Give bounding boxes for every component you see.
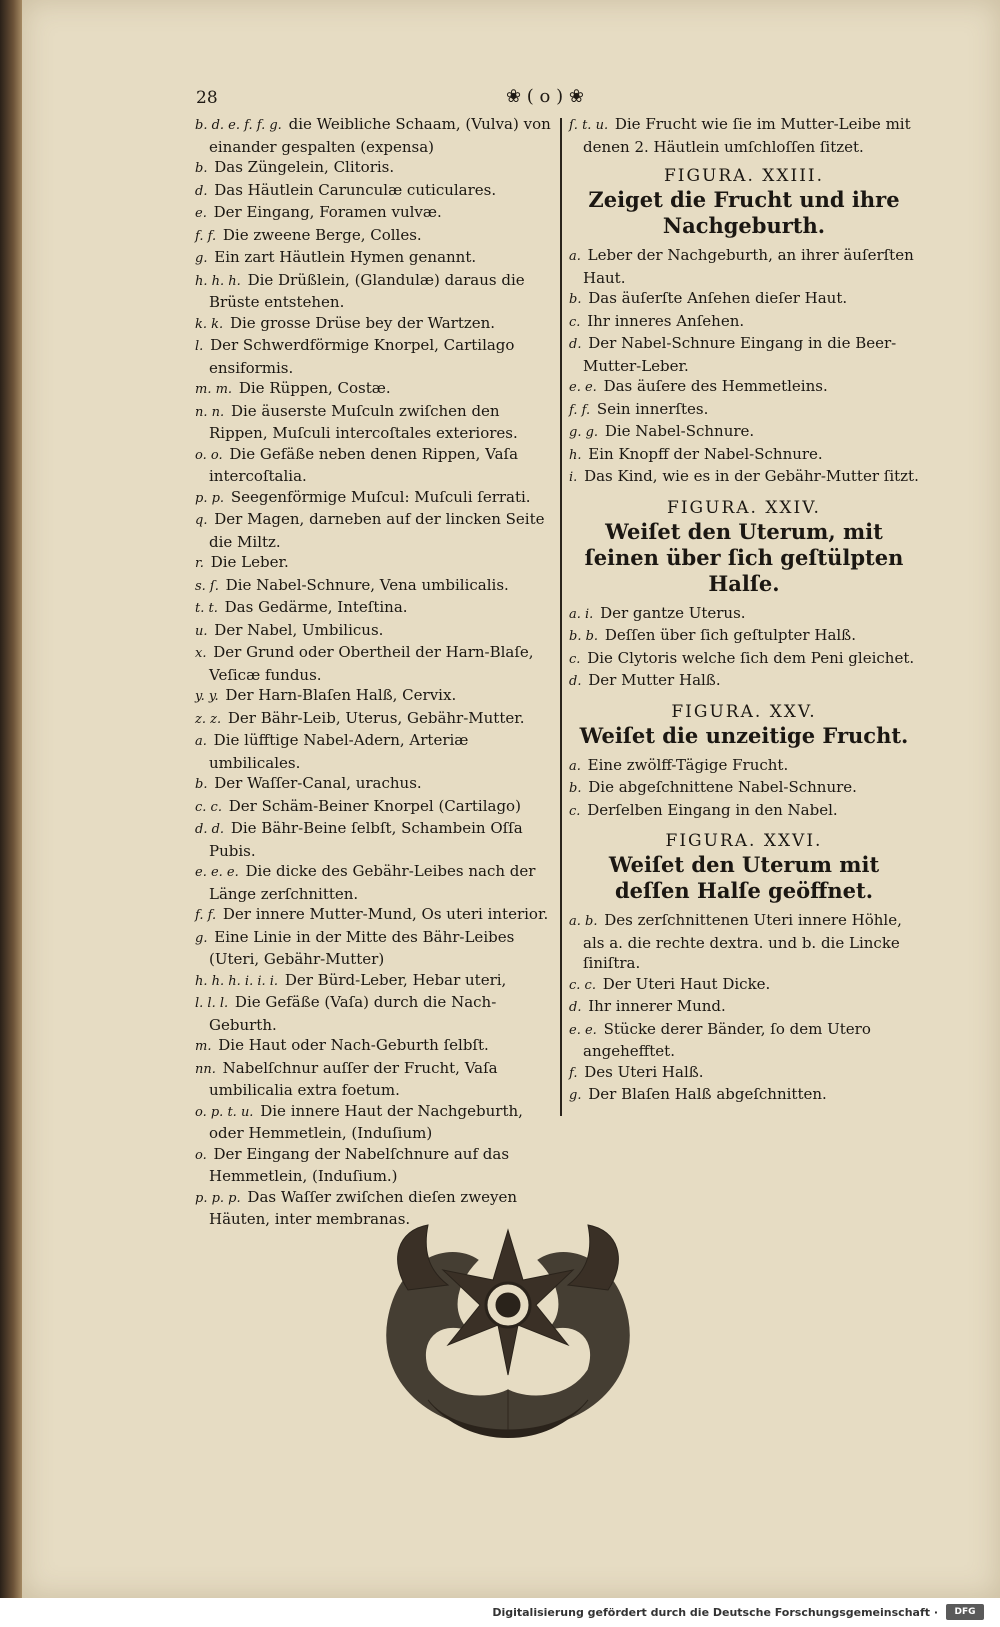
figure-title: FIGURA. XXIII. <box>663 166 825 186</box>
legend-entry <box>569 974 919 997</box>
legend-key: k. k. <box>195 316 224 332</box>
legend-key: m. m. <box>195 382 233 397</box>
legend-text: Der Uteri Haut Dicke. <box>602 974 771 993</box>
legend-text: Die Nabel-Schnure, Vena umbilicalis. <box>225 575 509 594</box>
legend-key: r. <box>195 556 204 571</box>
legend-entry <box>195 708 555 731</box>
legend-entry <box>569 800 919 823</box>
legend-entry <box>195 335 555 378</box>
legend-text: Ihr inneres Anſehen. <box>587 311 745 330</box>
legend-key: o. p. t. u. <box>195 1104 254 1120</box>
legend-text: Der Blaſen Halß abgeſchnitten. <box>588 1085 827 1103</box>
legend-entry <box>195 773 555 796</box>
legend-key: d. <box>569 674 582 689</box>
legend-text: Ein zart Häutlein Hymen genannt. <box>214 248 477 266</box>
legend-key: h. h. h. <box>195 273 241 289</box>
legend-key: b. <box>195 777 208 792</box>
legend-text: Die innere Haut der Nachgeburth, oder Hemmetlein, (Induſium) <box>209 1101 523 1142</box>
legend-key: l. <box>195 339 204 354</box>
legend-text: Stücke derer Bänder, ſo dem Utero angehefftet. <box>583 1019 871 1060</box>
legend-text: Das äuſerſte Anſehen dieſer Haut. <box>588 289 848 307</box>
legend-entry <box>569 376 919 399</box>
legend-key: h. <box>569 447 582 463</box>
legend-key: c. c. <box>569 977 596 993</box>
legend-entry <box>569 1084 919 1107</box>
legend-key: e. <box>195 206 207 221</box>
legend-entry <box>569 421 919 444</box>
legend-text: Der gantze Uterus. <box>600 603 746 622</box>
legend-entry <box>195 685 555 708</box>
legend-key: e. e. e. <box>195 865 239 880</box>
figure-caption: Weiſet den Uterum, mit ſeinen über ſich geſtülpten Halſe. <box>584 518 904 596</box>
legend-key: m. <box>195 1039 212 1054</box>
legend-entry <box>195 202 555 225</box>
legend-text: Die Rüppen, Costæ. <box>238 379 391 397</box>
floral-ornament <box>368 1200 648 1460</box>
legend-text: Der Grund oder Obertheil der Harn-Blaſe, Veſicæ fundus. <box>209 643 534 684</box>
legend-text: Die Leber. <box>210 553 289 571</box>
legend-entry <box>195 247 555 270</box>
legend-key: a. <box>569 249 581 264</box>
legend-key: g. <box>195 251 208 266</box>
legend-key: y. y. <box>195 689 219 704</box>
legend-key: c. <box>569 651 581 667</box>
legend-key: ſ. t. u. <box>569 118 609 133</box>
legend-text: Das Waſſer zwiſchen dieſen zweyen Häuten, inter membranas. <box>209 1187 518 1228</box>
legend-key: e. e. <box>569 1022 597 1038</box>
legend-key: a. <box>569 758 581 774</box>
legend-key: p. p. p. <box>195 1190 241 1206</box>
legend-key: c. <box>569 803 581 819</box>
legend-text: Ein Knopff der Nabel-Schnure. <box>588 444 823 463</box>
legend-entry <box>195 730 555 773</box>
legend-entry <box>195 509 555 552</box>
legend-text: Die Frucht wie ſie im Mutter-Leibe mit denen 2. Häutlein umſchloſſen ſitzet. <box>583 115 911 156</box>
legend-entry <box>569 1019 919 1062</box>
legend-entry <box>195 818 555 861</box>
legend-entry <box>195 970 555 993</box>
legend-key: g. <box>569 1088 582 1103</box>
legend-key: d. <box>195 183 208 199</box>
legend-text: Eine Linie in der Mitte des Bähr-Leibes (Uteri, Gebähr-Mutter) <box>209 927 515 968</box>
legend-entry <box>569 755 919 778</box>
legend-key: f. f. <box>195 908 217 923</box>
legend-key: b. b. <box>569 629 599 644</box>
figure-caption: Zeiget die Frucht und ihre Nachgeburth. <box>588 187 900 238</box>
legend-text: Das Häutlein Carunculæ cuticulares. <box>214 180 497 199</box>
legend-text: Eine zwölff-Tägige Frucht. <box>587 755 789 774</box>
legend-entry <box>569 399 919 422</box>
legend-key: i. <box>569 470 578 485</box>
legend-entry <box>195 444 555 487</box>
legend-text: Der Schwerdförmige Knorpel, Cartilago ensiformis. <box>209 336 515 377</box>
legend-entry <box>569 1062 919 1085</box>
legend-text: Der Mutter Halß. <box>588 671 721 689</box>
footer-credit: Digitalisierung gefördert durch die Deutsche Forschungsgemeinschaft · <box>492 1606 938 1619</box>
right-column <box>569 114 919 1107</box>
legend-text: Der Waſſer-Canal, urachus. <box>214 774 422 792</box>
legend-key: t. t. <box>195 601 218 616</box>
legend-text: Das Züngelein, Clitoris. <box>214 158 395 176</box>
legend-text: Der Schäm-Beiner Knorpel (Cartilago) <box>228 796 521 815</box>
legend-entry <box>569 996 919 1019</box>
legend-key: d. <box>569 1000 582 1015</box>
legend-entry <box>569 625 919 648</box>
legend-key: q. <box>195 513 208 528</box>
legend-entry <box>195 1101 555 1144</box>
legend-key: a. i. <box>569 606 594 622</box>
legend-key: l. l. l. <box>195 996 229 1011</box>
legend-text: Des zerſchnittenen Uteri innere Höhle, als a. die rechte dextra. und b. die Lincke ſiniſtra. <box>583 911 902 972</box>
legend-text: Der Nabel-Schnure Eingang in die Beer-Mutter-Leber. <box>583 334 897 375</box>
legend-text: Der Bähr-Leib, Uterus, Gebähr-Mutter. <box>227 708 525 727</box>
legend-entry <box>569 333 919 376</box>
legend-entry <box>195 180 555 203</box>
legend-entry <box>195 927 555 970</box>
legend-key: z. z. <box>195 711 222 727</box>
dfg-logo: DFG <box>946 1604 984 1620</box>
legend-text: Die Nabel-Schnure. <box>604 422 755 440</box>
digitization-footer <box>0 1598 1000 1627</box>
legend-text: Das äuſere des Hemmetleins. <box>603 377 828 395</box>
legend-text: Des Uteri Halß. <box>584 1062 704 1081</box>
book-spine <box>0 0 22 1598</box>
legend-text: Der Nabel, Umbilicus. <box>214 620 384 639</box>
figure-caption: Weiſet die unzeitige Frucht. <box>579 722 909 748</box>
legend-entry <box>569 670 919 693</box>
legend-text: Die Gefäße (Vaſa) durch die Nach-Geburth. <box>209 993 497 1034</box>
legend-text: Die Gefäße neben denen Rippen, Vaſa intercoſtalia. <box>209 444 519 485</box>
legend-key: s. ſ. <box>195 578 219 594</box>
legend-key: b. <box>569 781 582 796</box>
legend-text: Der Bürd-Leber, Hebar uteri, <box>284 970 507 989</box>
legend-text: Die äuserste Muſculn zwiſchen den Rippen, Muſculi intercoſtales exteriores. <box>209 401 518 442</box>
column-divider <box>560 118 562 1116</box>
legend-entry <box>195 378 555 401</box>
legend-key: a. b. <box>569 914 598 929</box>
left-column <box>195 114 555 1230</box>
legend-text: Der Eingang der Nabelſchnure auf das Hemmetlein, (Induſium.) <box>209 1144 510 1185</box>
legend-key: p. p. <box>195 490 225 506</box>
legend-text: Die zweene Berge, Colles. <box>222 225 422 244</box>
legend-key: o. <box>195 1147 207 1163</box>
legend-entry <box>195 575 555 598</box>
legend-text: Die lüfftige Nabel-Adern, Arteriæ umbilicales. <box>209 731 469 772</box>
legend-entry <box>195 597 555 620</box>
legend-entry <box>195 1035 555 1058</box>
legend-entry <box>569 603 919 626</box>
legend-entry <box>195 157 555 180</box>
legend-entry <box>195 620 555 643</box>
legend-key: f. <box>569 1065 578 1081</box>
legend-text: Nabelſchnur auſſer der Frucht, Vaſa umbilicalia extra foetum. <box>209 1058 498 1099</box>
legend-key: f. f. <box>569 402 591 418</box>
legend-text: Sein innerſtes. <box>596 399 709 418</box>
legend-entry <box>195 401 555 444</box>
legend-text: Der Harn-Blaſen Halß, Cervix. <box>225 686 457 704</box>
legend-text: Der Eingang, Foramen vulvæ. <box>213 203 442 221</box>
legend-entry <box>195 225 555 248</box>
running-head: ❀ ( o ) ❀ <box>506 86 584 107</box>
legend-key: d. d. <box>195 822 225 837</box>
legend-text: Die abgeſchnittene Nabel-Schnure. <box>588 778 857 796</box>
legend-entry <box>569 114 919 157</box>
figure-title: FIGURA. XXVI. <box>665 831 823 851</box>
legend-entry <box>569 777 919 800</box>
legend-entry <box>569 466 919 489</box>
legend-entry <box>195 552 555 575</box>
figure-title: FIGURA. XXIV. <box>667 497 821 518</box>
legend-text: Die dicke des Gebähr-Leibes nach der Länge zerſchnitten. <box>209 862 536 903</box>
legend-key: nn. <box>195 1061 216 1077</box>
figure-caption: Weiſet den Uterum mit deſſen Halſe geöffnet. <box>608 852 880 903</box>
legend-text: Deſſen über ſich geſtulpter Halß. <box>604 626 856 644</box>
legend-entry <box>195 313 555 336</box>
legend-key: c. <box>569 314 581 330</box>
legend-key: g. <box>195 930 208 946</box>
legend-text: Das Kind, wie es in der Gebähr-Mutter ſitzt. <box>584 467 919 485</box>
legend-key: c. c. <box>195 799 222 815</box>
legend-text: Die Bähr-Beine ſelbſt, Schambein Oſſa Pubis. <box>209 819 523 860</box>
legend-key: d. <box>569 337 582 352</box>
legend-text: Ihr innerer Mund. <box>588 997 726 1015</box>
legend-entry <box>195 1058 555 1101</box>
legend-key: u. <box>195 623 208 639</box>
legend-key: n. n. <box>195 404 225 420</box>
legend-key: b. d. e. f. f. g. <box>195 118 282 133</box>
legend-key: h. h. h. i. i. i. <box>195 973 279 989</box>
legend-key: b. <box>569 292 582 307</box>
legend-entry <box>195 487 555 510</box>
legend-entry <box>195 270 555 313</box>
legend-entry <box>195 861 555 904</box>
legend-key: x. <box>195 646 207 661</box>
legend-entry <box>569 648 919 671</box>
legend-key: o. o. <box>195 447 223 463</box>
legend-text: Der innere Mutter-Mund, Os uteri interior. <box>222 905 549 923</box>
legend-text: Die grosse Drüse bey der Wartzen. <box>229 313 496 332</box>
legend-entry <box>569 245 919 288</box>
legend-text: die Weibliche Schaam, (Vulva) von einander gespalten (expensa) <box>209 115 551 156</box>
legend-entry <box>195 796 555 819</box>
legend-text: Die Drüßlein, (Glandulæ) daraus die Brüste entstehen. <box>209 270 525 311</box>
legend-entry <box>569 444 919 467</box>
figure-title: FIGURA. XXV. <box>671 701 817 722</box>
legend-entry <box>569 910 919 974</box>
legend-text: Derſelben Eingang in den Nabel. <box>587 800 838 819</box>
legend-entry <box>195 114 555 157</box>
legend-key: b. <box>195 161 208 176</box>
page-number: 28 <box>196 88 218 108</box>
legend-text: Leber der Nachgeburth, an ihrer äuſerſten Haut. <box>583 246 914 287</box>
legend-text: Der Magen, darneben auf der lincken Seite die Miltz. <box>209 510 545 551</box>
legend-text: Das Gedärme, Inteſtina. <box>224 598 408 616</box>
legend-entry <box>195 992 555 1035</box>
legend-key: f. f. <box>195 228 217 244</box>
legend-entry <box>195 1144 555 1187</box>
legend-text: Die Clytoris welche ſich dem Peni gleichet. <box>587 648 915 667</box>
legend-key: g. g. <box>569 425 599 440</box>
legend-entry <box>569 311 919 334</box>
legend-entry <box>569 288 919 311</box>
legend-text: Die Haut oder Nach-Geburth ſelbſt. <box>218 1036 489 1054</box>
legend-entry <box>195 642 555 685</box>
legend-entry <box>195 904 555 927</box>
legend-text: Seegenförmige Muſcul: Muſculi ſerrati. <box>230 487 531 506</box>
legend-key: a. <box>195 734 207 749</box>
legend-key: e. e. <box>569 380 597 395</box>
